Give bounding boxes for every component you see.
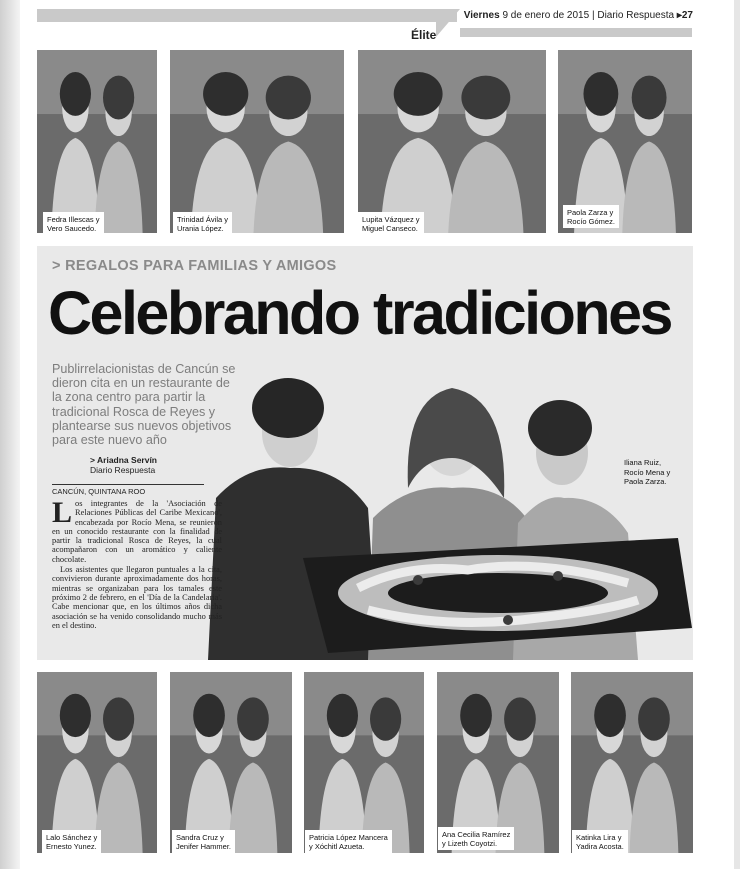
header-band-wedge	[436, 9, 460, 37]
feature-body	[52, 496, 222, 631]
photo-katinka-yadira	[571, 672, 693, 853]
page-gutter-shadow	[0, 0, 20, 869]
header-day: Viernes	[463, 10, 500, 21]
photo-patricia-xochitl	[304, 672, 424, 853]
photo-ana-lizeth	[437, 672, 559, 853]
body-paragraph-2: Los asistentes que llegaron puntuales a la cita, convivieron durante aproximadamente dos horas, mientras se organizaban para los tamales este próximo 2 de febrero, en el 'Día de la Candelaria'. Cabe mencionar que, en los últimos años dicha asociación se ha venido consolidando mucho más en el destino.	[52, 565, 222, 630]
photo-lalo-ernesto	[37, 672, 157, 853]
feature-kicker: > REGALOS PARA FAMILIAS Y AMIGOS	[52, 258, 337, 274]
drop-cap: L	[52, 496, 73, 529]
header-meta: Viernes 9 de enero de 2015 | Diario Respuesta ▸27	[463, 10, 693, 21]
caption-paola-rocio: Paola Zarza y Rocío Gómez.	[563, 205, 619, 228]
page-right-edge	[734, 0, 740, 869]
photo-sandra-jenifer	[170, 672, 292, 853]
byline-organization: Diario Respuesta	[90, 465, 156, 475]
photo-main-group-rosca	[208, 348, 692, 660]
caption-sandra-jenifer: Sandra Cruz y Jenifer Hammer.	[172, 830, 235, 853]
caption-trinidad-urania: Trinidad Ávila y Urania López.	[173, 212, 232, 235]
feature-byline	[90, 455, 157, 475]
feature-headline: Celebrando tradiciones	[48, 279, 671, 347]
photo-fedra-vero	[37, 50, 157, 233]
caption-lupita-miguel: Lupita Vázquez y Miguel Canseco.	[358, 212, 424, 235]
caption-fedra-vero: Fedra Illescas y Vero Saucedo.	[43, 212, 104, 235]
section-title: Élite	[411, 28, 437, 42]
byline-author: > Ariadna Servín	[90, 455, 158, 465]
body-paragraph-1: os integrantes de la 'Asociación de Relaciones Públicas del Caribe Mexicano', encabezada por Rocío Mena, se reunieron en un conocido restaurante con la finalidad de partir la tradicional Rosca de Reyes, la cual acompañaron con un aromático y caliente chocolate.	[52, 499, 222, 564]
caption-lalo-ernesto: Lalo Sánchez y Ernesto Yunez.	[42, 830, 101, 853]
header-paper: Diario Respuesta	[597, 10, 675, 21]
photo-trinidad-urania	[170, 50, 344, 233]
photo-lupita-miguel	[358, 50, 546, 233]
feature-dateline: CANCÚN, QUINTANA ROO	[52, 484, 204, 496]
caption-katinka-yadira: Katinka Lira y Yadira Acosta.	[572, 830, 628, 853]
header-band-right	[460, 28, 692, 37]
header-date: 9 de enero de 2015	[502, 10, 590, 21]
caption-main-photo: Iliana Ruiz, Rocío Mena y Paola Zarza.	[624, 458, 671, 486]
feature-lede: Publirrelacionistas de Cancún se dieron cita en un restaurante de la zona centro para partir la tradicional Rosca de Reyes y plantearse sus nuevos objetivos para este nuevo año	[52, 362, 236, 448]
header-page-number: ▸27	[676, 10, 693, 21]
caption-ana-lizeth: Ana Cecilia Ramírez y Lizeth Coyotzi.	[438, 827, 514, 850]
caption-patricia-xochitl: Patricia López Mancera y Xóchitl Azueta.	[305, 830, 392, 853]
header-band-left	[37, 9, 457, 22]
